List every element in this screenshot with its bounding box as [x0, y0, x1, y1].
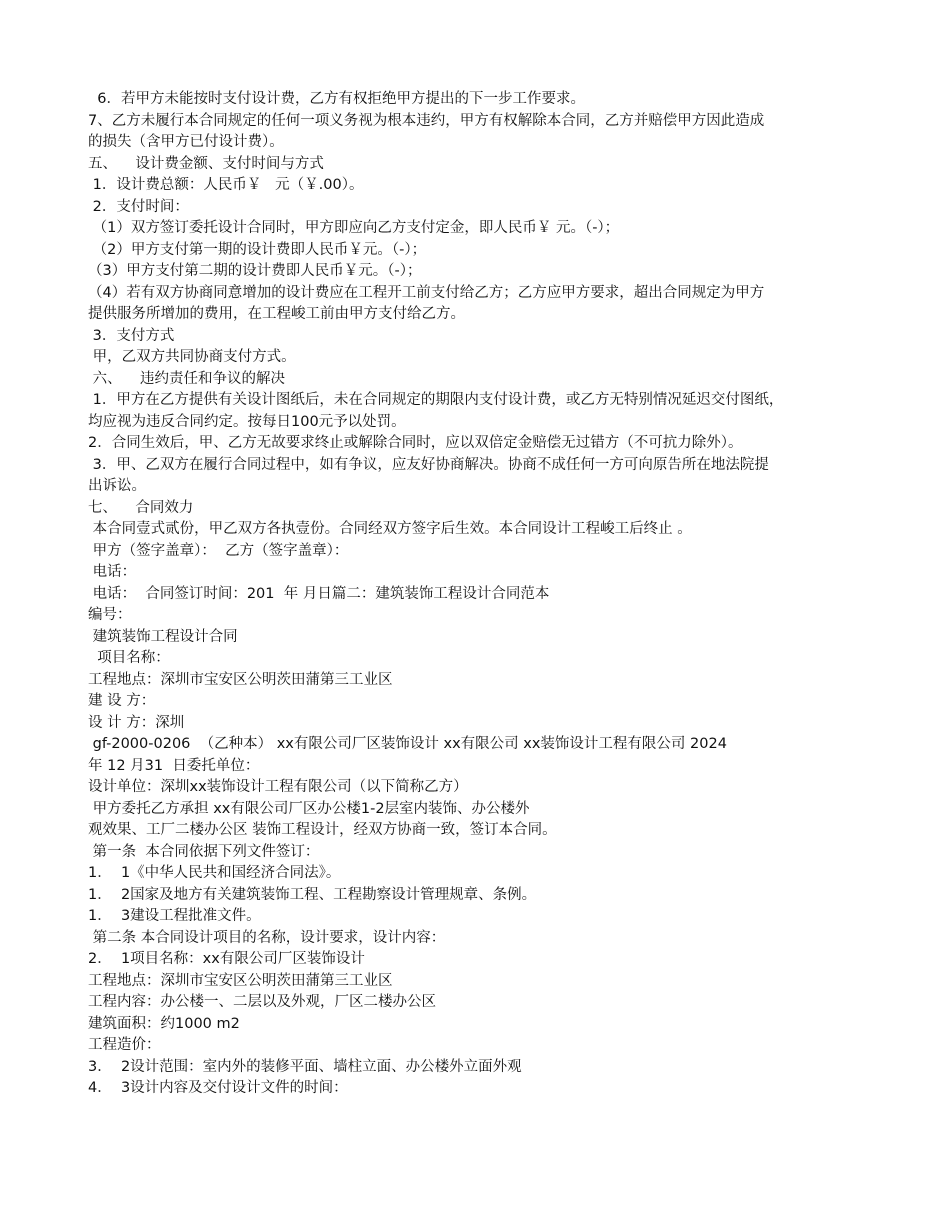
text-line: 甲，乙双方共同协商支付方式。	[88, 349, 296, 365]
text-line: 出诉讼。	[88, 478, 146, 494]
text-line: 设计单位：深圳xx装饰设计工程有限公司（以下简称乙方）	[88, 779, 468, 795]
text-line: 甲方委托乙方承担 xx有限公司厂区办公楼1-2层室内装饰、办公楼外	[88, 800, 530, 817]
text-line: 提供服务所增加的费用，在工程峻工前由甲方支付给乙方。	[88, 306, 465, 322]
text-line: 电话： 合同签订时间：201 年 月日篇二：建筑装饰工程设计合同范本	[88, 585, 550, 602]
text-line: 五、 设计费金额、支付时间与方式	[88, 155, 324, 172]
text-line: 电话：	[88, 564, 137, 580]
text-line: 工程地点：深圳市宝安区公明茨田蒲第三工业区	[88, 972, 393, 989]
text-line: 本合同壹式贰份，甲乙双方各执壹份。合同经双方签字后生效。本合同设计工程峻工后终止 。	[88, 521, 692, 537]
text-line: 2． 1项目名称：xx有限公司厂区装饰设计	[88, 951, 365, 967]
text-line: （3）甲方支付第二期的设计费即人民币￥元。（-）；	[88, 263, 422, 279]
text-line: （4）若有双方协商同意增加的设计费应在工程开工前支付给乙方；乙方应甲方要求，超出合同规定为甲方	[88, 284, 765, 301]
text-line: 6．若甲方未能按时支付设计费，乙方有权拒绝甲方提出的下一步工作要求。	[88, 91, 585, 107]
text-line: 均应视为违反合同约定。按每日100元予以处罚。	[88, 413, 406, 430]
text-line: 项目名称：	[88, 650, 170, 666]
text-line: 4． 3设计内容及交付设计文件的时间：	[88, 1080, 348, 1096]
text-line: 1．设计费总额：人民币￥ 元（￥.00）。	[88, 177, 364, 193]
text-line: 工程造价：	[88, 1037, 161, 1053]
text-line: 七、 合同效力	[88, 499, 194, 516]
text-line: 建 设 方：	[88, 693, 156, 709]
text-line: （1）双方签订委托设计合同时，甲方即应向乙方支付定金，即人民币￥ 元。（-）；	[88, 220, 620, 236]
text-line: 的损失（含甲方已付设计费）。	[88, 134, 284, 150]
text-line: 建筑装饰工程设计合同	[88, 628, 238, 645]
text-line: 1． 1《中华人民共和国经济合同法》。	[88, 865, 341, 881]
text-line: 甲方（签字盖章）： 乙方（签字盖章）：	[88, 542, 349, 559]
text-line: 工程内容：办公楼一、二层以及外观，厂区二楼办公区	[88, 994, 436, 1010]
text-line: 1．甲方在乙方提供有关设计图纸后，未在合同规定的期限内支付设计费，或乙方无特别情况延迟交付图纸，	[88, 392, 784, 408]
text-line: 7、乙方未履行本合同规定的任何一项义务视为根本违约，甲方有权解除本合同，乙方并赔偿甲方因此造成	[88, 112, 765, 129]
text-line: gf-2000-0206 （乙种本） xx有限公司厂区装饰设计 xx有限公司 xx装饰设计工程有限公司 2024	[88, 736, 727, 752]
text-line: 3．支付方式	[88, 327, 175, 344]
text-line: 第一条 本合同依据下列文件签订：	[88, 843, 320, 860]
text-line: 第二条 本合同设计项目的名称，设计要求，设计内容：	[88, 929, 446, 946]
text-line: 观效果、工厂二楼办公区 装饰工程设计，经双方协商一致，签订本合同。	[88, 822, 557, 838]
text-line: 建筑面积：约1000 m2	[88, 1015, 240, 1032]
text-line: 设 计 方：深圳	[88, 714, 185, 731]
text-line: 年 12 月31 日委托单位：	[88, 757, 260, 774]
text-line: 编号：	[88, 607, 132, 623]
text-line: 2．支付时间：	[88, 198, 189, 215]
text-line: 六、 违约责任和争议的解决	[88, 370, 286, 387]
text-line: 1． 3建设工程批准文件。	[88, 908, 261, 924]
text-line: （2）甲方支付第一期的设计费即人民币￥元。（-）；	[88, 241, 427, 258]
text-line: 3．甲、乙双方在履行合同过程中，如有争议，应友好协商解决。协商不成任何一方可向原告所在地法院提	[88, 456, 769, 473]
text-line: 工程地点：深圳市宝安区公明茨田蒲第三工业区	[88, 671, 393, 688]
text-line: 1． 2国家及地方有关建筑装饰工程、工程勘察设计管理规章、条例。	[88, 886, 537, 903]
document-body	[88, 89, 878, 1100]
text-line: 3． 2设计范围：室内外的装修平面、墙柱立面、办公楼外立面外观	[88, 1058, 522, 1075]
text-line: 2．合同生效后，甲、乙方无故要求终止或解除合同时，应以双倍定金赔偿无过错方（不可抗力除外）。	[88, 435, 743, 451]
